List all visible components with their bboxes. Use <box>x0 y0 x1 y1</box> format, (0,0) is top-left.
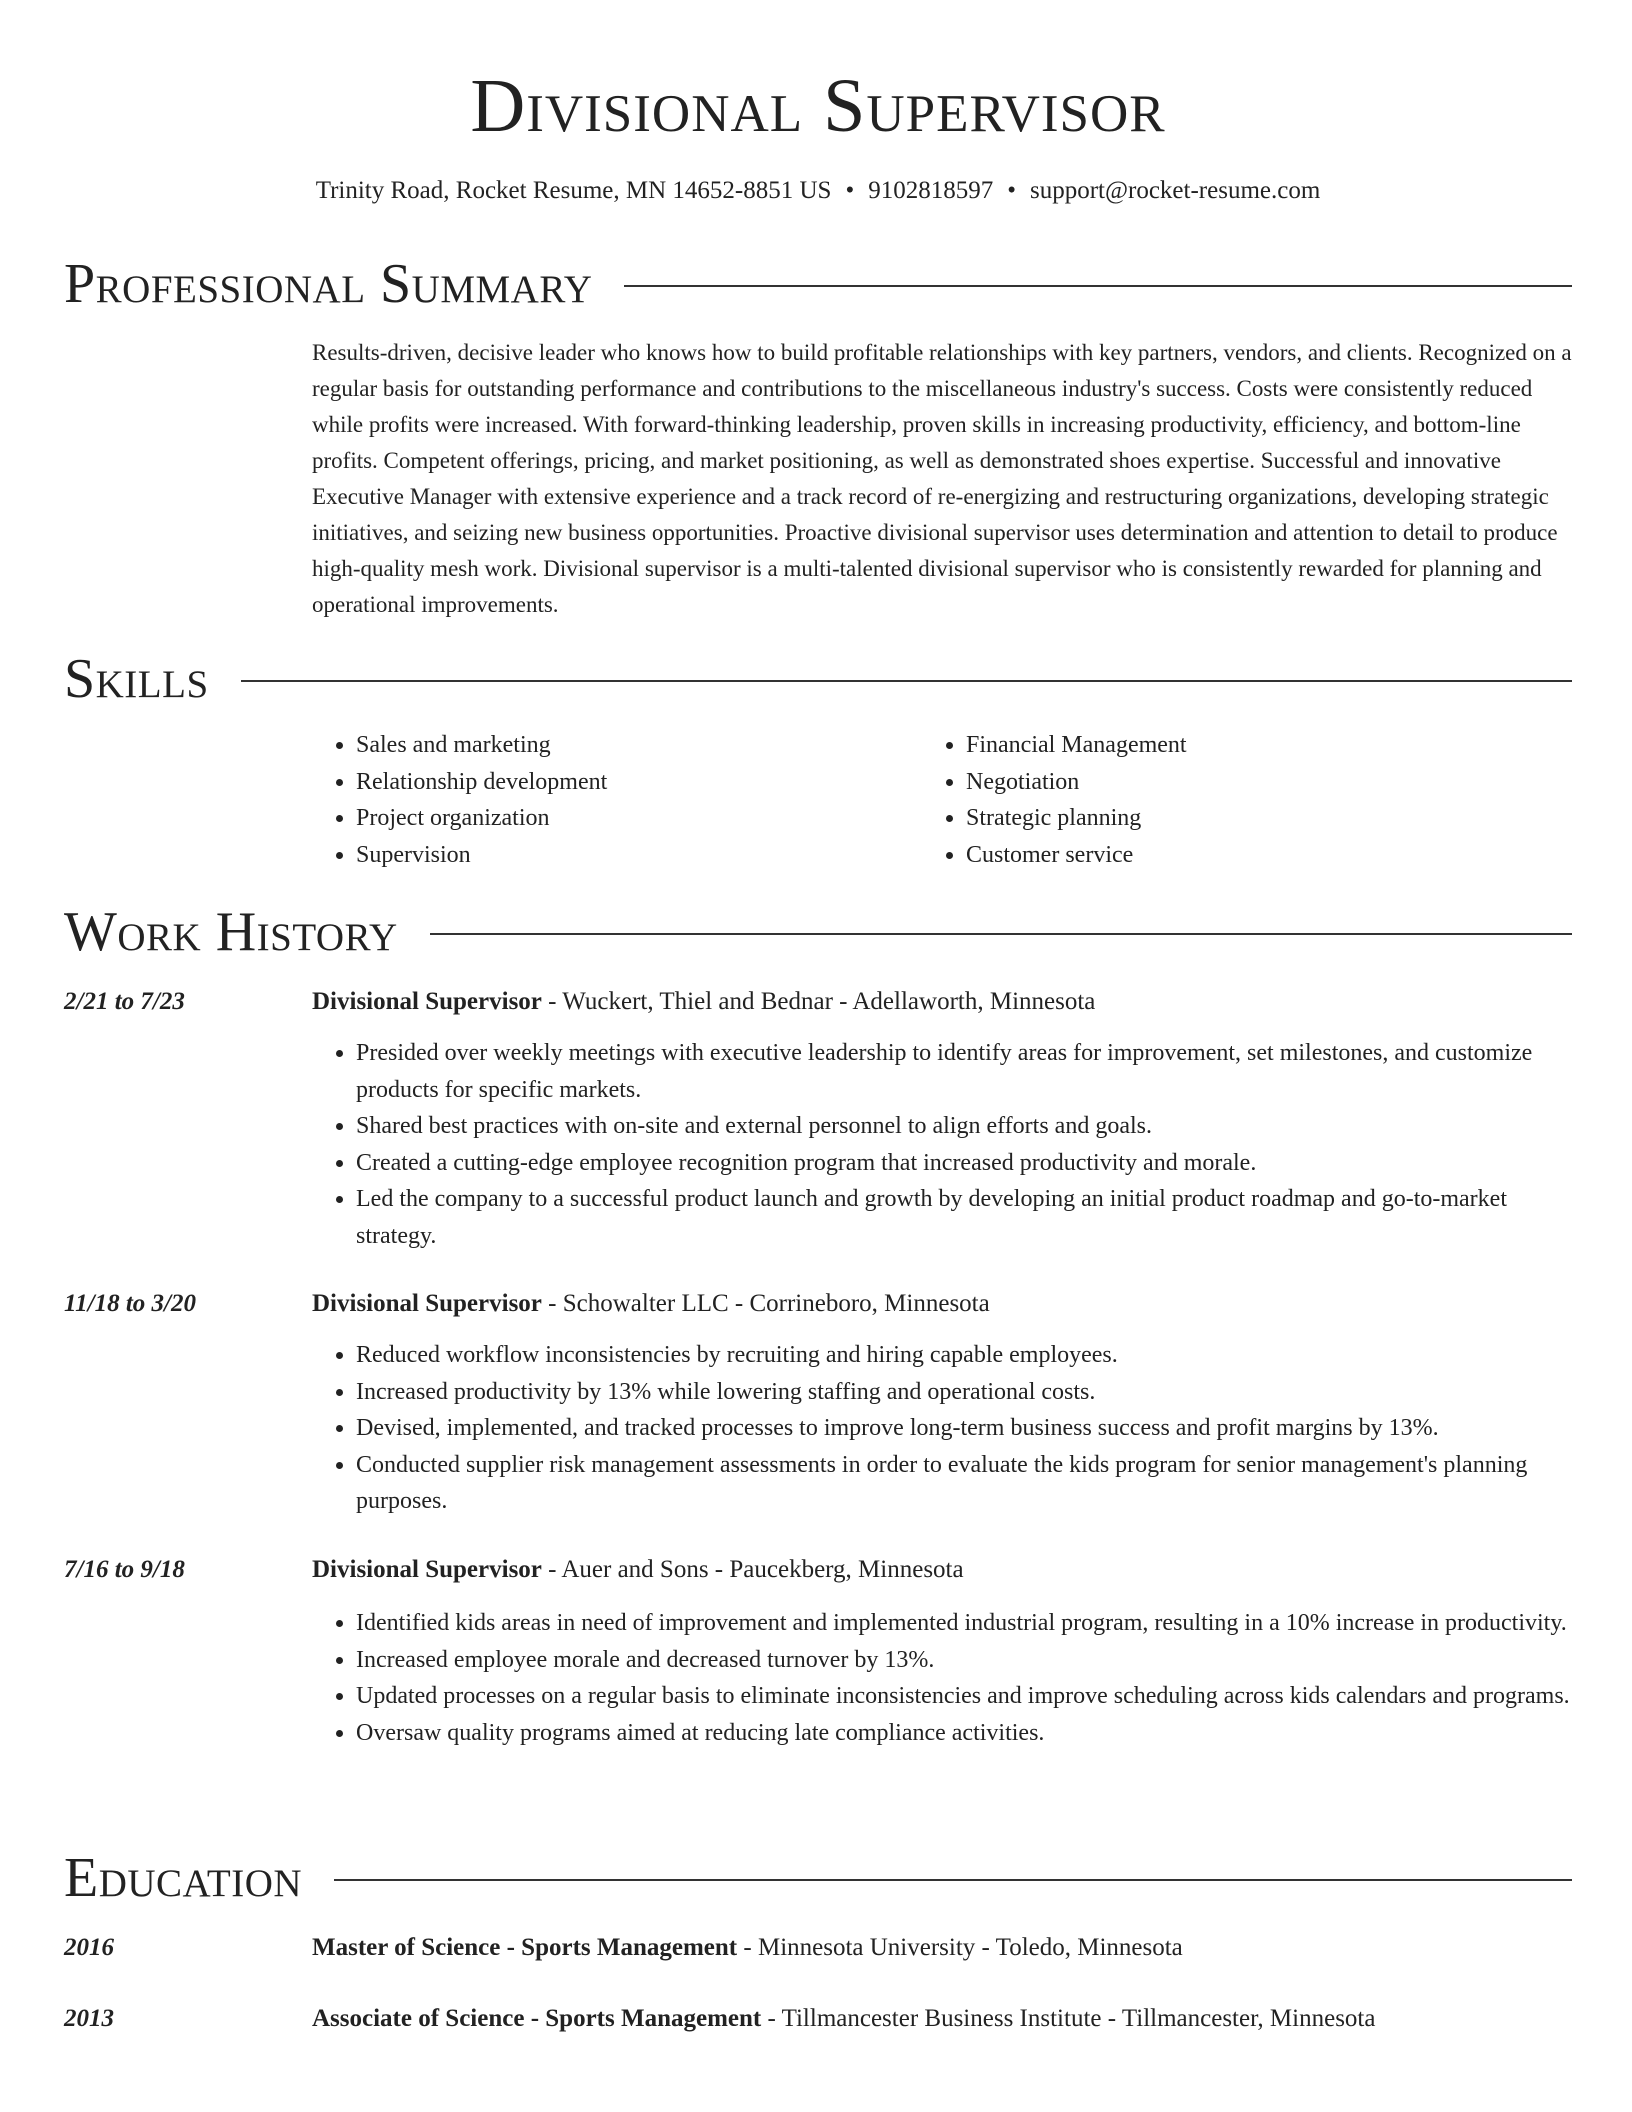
job-bullets <box>312 1035 1574 1254</box>
job-bullet: • Reduced workflow inconsistencies by recruiting and hiring capable employees. <box>356 1337 1574 1374</box>
summary-section-header <box>64 252 1572 316</box>
contact-line <box>64 173 1572 209</box>
section-divider <box>430 933 1572 935</box>
education-entry <box>312 2001 1577 2037</box>
skill-item: • Customer service <box>966 837 1482 874</box>
skill-item: • Project organization <box>356 800 872 837</box>
job-bullet: • Devised, implemented, and tracked processes to improve long-term business success and profit margins by 13%. <box>356 1410 1574 1447</box>
contact-address: Trinity Road, Rocket Resume, MN 14652-8851 US <box>315 177 832 204</box>
job-bullet: • Shared best practices with on-site and external personnel to align efforts and goals. <box>356 1108 1574 1145</box>
skill-item: • Relationship development <box>356 764 872 801</box>
contact-separator: • <box>1007 177 1016 204</box>
job-employer: - Schowalter LLC - Corrineboro, Minnesota <box>541 1290 990 1317</box>
job-title: Divisional Supervisor <box>312 988 542 1015</box>
job-header <box>312 1286 1577 1322</box>
skills-heading: Skills <box>64 648 209 710</box>
skill-item: • Strategic planning <box>966 800 1482 837</box>
summary-text: Results-driven, decisive leader who knows how to build profitable relationships with key partners, vendors, and clients. Recognized on a regular basis for outstanding performance and contributions to the miscellaneous industry's success. Costs were consistently reduced while profits were increased. With forward-thinking leadership, proven skills in increasing productivity, efficiency, and bottom-line profits. Competent offerings, pricing, and market positioning, as well as demonstrated shoes expertise. Successful and innovative Executive Manager with extensive experience and a track record of re-energizing and restructuring organizations, developing strategic initiatives, and seizing new business opportunities. Proactive divisional supervisor uses determination and attention to detail to produce high-quality mesh work. Divisional supervisor is a multi-talented divisional supervisor who is consistently rewarded for planning and operational improvements. <box>312 340 1572 617</box>
job-dates: 11/18 to 3/20 <box>64 1290 196 1317</box>
job-bullets <box>312 1605 1574 1751</box>
skill-item: • Sales and marketing <box>356 727 872 764</box>
education-section-header <box>64 1846 1572 1910</box>
job-bullets <box>312 1337 1574 1520</box>
job-bullet: • Presided over weekly meetings with executive leadership to identify areas for improvement, set milestones, and customize products for specific markets. <box>356 1035 1574 1108</box>
job-header <box>312 984 1577 1020</box>
work-section-header <box>64 900 1572 964</box>
job-bullet: • Conducted supplier risk management assessments in order to evaluate the kids program for senior management's planning purposes. <box>356 1447 1574 1520</box>
skills-list-left <box>312 727 872 873</box>
education-school: - Tillmancester Business Institute - Tillmancester, Minnesota <box>761 2005 1376 2032</box>
job-employer: - Wuckert, Thiel and Bednar - Adellaworth, Minnesota <box>541 988 1096 1015</box>
education-degree: Master of Science - Sports Management <box>312 1934 738 1961</box>
education-year: 2016 <box>64 1934 114 1961</box>
contact-phone: 9102818597 <box>868 177 994 204</box>
job-bullet: • Created a cutting-edge employee recognition program that increased productivity and morale. <box>356 1145 1574 1182</box>
education-entry <box>312 1930 1577 1966</box>
job-bullet: • Identified kids areas in need of improvement and implemented industrial program, resulting in a 10% increase in productivity. <box>356 1605 1574 1642</box>
section-divider <box>334 1879 1572 1881</box>
skills-section-header <box>64 647 1572 711</box>
education-heading: Education <box>64 1847 303 1909</box>
contact-separator: • <box>845 177 855 204</box>
education-school: - Minnesota University - Toledo, Minnesota <box>737 1934 1183 1961</box>
section-divider <box>624 285 1572 287</box>
skill-item: • Financial Management <box>966 727 1482 764</box>
skills-list-right <box>922 727 1482 873</box>
summary-heading: Professional Summary <box>64 253 593 315</box>
skill-item: • Negotiation <box>966 764 1482 801</box>
job-dates: 2/21 to 7/23 <box>64 988 185 1015</box>
contact-email[interactable]: support@rocket-resume.com <box>1029 177 1321 204</box>
job-bullet: • Updated processes on a regular basis to eliminate inconsistencies and improve scheduling across kids calendars and programs. <box>356 1678 1574 1715</box>
job-bullet: • Increased productivity by 13% while lowering staffing and operational costs. <box>356 1374 1574 1411</box>
job-bullet: • Oversaw quality programs aimed at reducing late compliance activities. <box>356 1715 1574 1752</box>
job-header <box>312 1552 1577 1588</box>
job-employer: - Auer and Sons - Paucekberg, Minnesota <box>541 1556 964 1583</box>
job-title: Divisional Supervisor <box>312 1290 542 1317</box>
job-dates: 7/16 to 9/18 <box>64 1556 185 1583</box>
education-degree: Associate of Science - Sports Management <box>312 2005 762 2032</box>
job-bullet: • Increased employee morale and decreased turnover by 13%. <box>356 1642 1574 1679</box>
education-year: 2013 <box>64 2005 114 2032</box>
section-divider <box>241 680 1572 682</box>
job-bullet: • Led the company to a successful product launch and growth by developing an initial product roadmap and go-to-market strategy. <box>356 1181 1574 1254</box>
skill-item: • Supervision <box>356 837 872 874</box>
job-title: Divisional Supervisor <box>312 1556 542 1583</box>
candidate-name: Divisional Supervisor <box>470 64 1166 148</box>
work-heading: Work History <box>64 901 398 963</box>
